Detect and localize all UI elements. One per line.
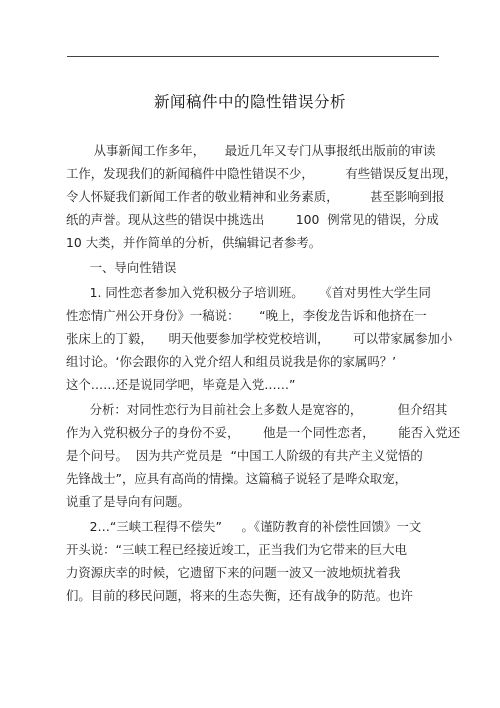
body-line: 分析：对同性恋行为目前社会上多数人是宽容的， 但介绍其 [66,402,448,417]
section-heading: 一、导向性错误 [66,260,177,275]
body-line: 说重了是导向有问题。 [66,494,190,509]
header-divider [67,56,439,57]
body-line: 性恋情广州公开身份》一稿说： “晚上，李俊龙告诉和他挤在一 [66,308,427,323]
body-line: 从事新闻工作多年， 最近几年又专门从事报纸出版前的审读 [66,143,436,158]
body-line: 10 大类，并作简单的分析，供编辑记者参考。 [66,235,322,250]
body-line: 力资源庆幸的时候，它遗留下来的问题一波又一波地烦扰着我 [66,565,401,580]
body-line: 作为入党积极分子的身份不妥， 他是一个同性恋者， 能否入党还 [66,425,461,440]
document-title: 新闻稿件中的隐性错误分析 [153,93,346,111]
body-line: 组讨论。‘你会跟你的入党介绍人和组员说我是你的家属吗？’ [66,354,397,369]
body-line: 是个问号。 因为共产党员是 “中国工人阶级的有共产主义觉悟的 [66,448,423,463]
body-line: 张床上的丁毅， 明天他要参加学校党校培训， 可以带家属参加小 [66,331,453,346]
body-line: 这个……还是说同学吧，毕竟是入党……” [66,377,296,392]
body-line: 2…“三峡工程得不偿失” 。《谨防教育的补偿性回馈》一文 [66,519,422,534]
body-line: 1. 同性恋者参加入党积极分子培训班。 《首对男性大学生同 [66,285,431,300]
body-line: 们。目前的移民问题，将来的生态失衡，还有战争的防范。也许 [66,588,413,603]
body-line: 工作，发现我们的新闻稿件中隐性错误不少， 有些错误反复出现， [66,166,457,181]
body-line: 先锋战士”，应具有高尚的情操。这篇稿子说轻了是哗众取宠， [66,471,407,486]
body-line: 纸的声誉。现从这些的错误中挑选出 100 例常见的错误，分成 [66,212,439,227]
body-line: 开头说：“三峡工程已经接近竣工，正当我们为它带来的巨大电 [66,542,407,557]
body-line: 令人怀疑我们新闻工作者的敬业精神和业务素质， 甚至影响到报 [66,189,445,204]
